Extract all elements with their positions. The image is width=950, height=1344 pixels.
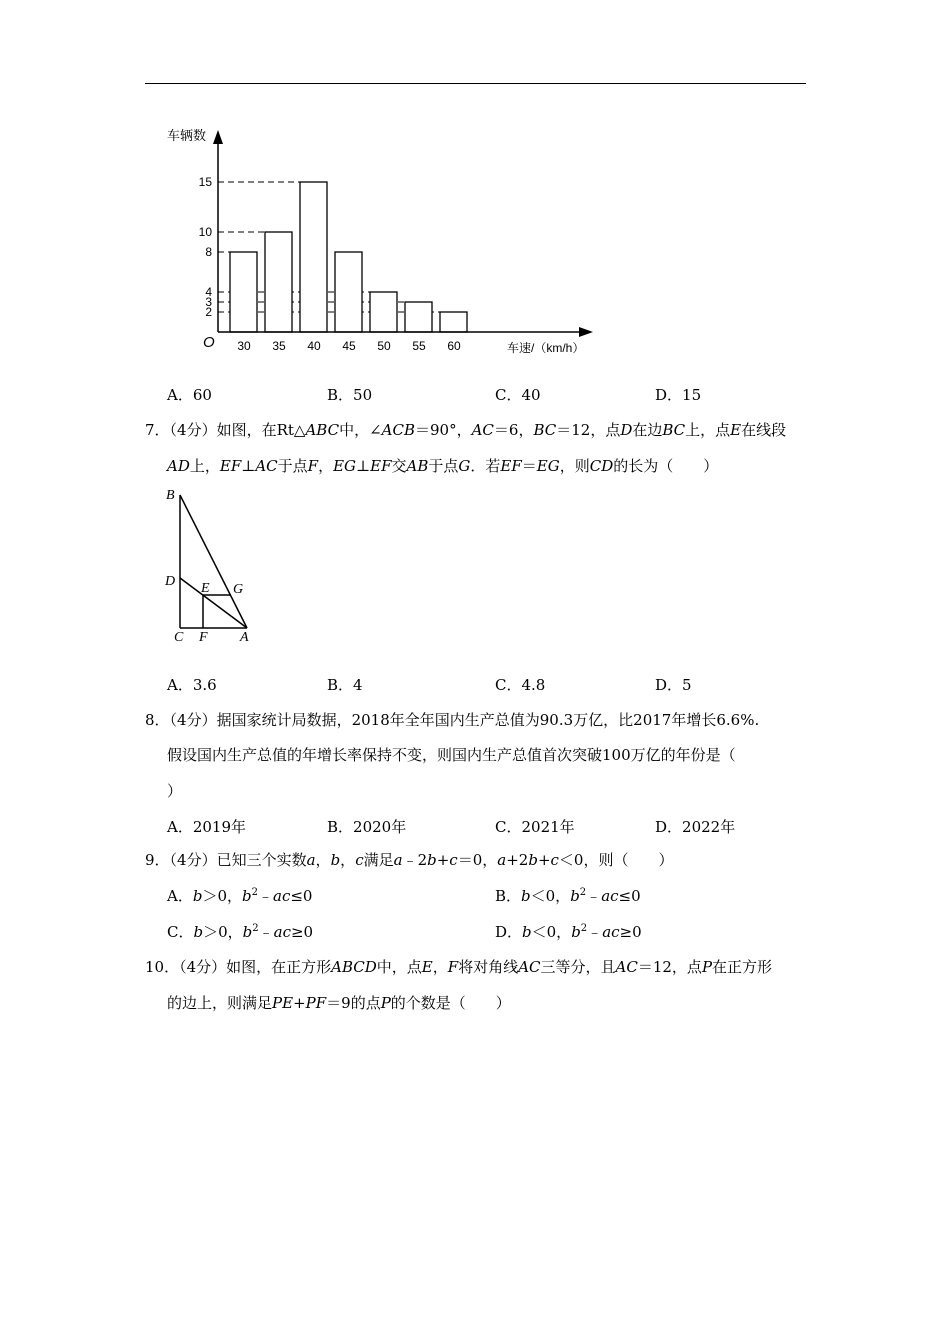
q9-stem: 9．（4分）已知三个实数a，b，c满足a﹣2b+c＝0，a+2b+c＜0，则（ ） xyxy=(145,851,674,869)
histogram-bar-55 xyxy=(405,302,432,332)
q7-line-1: 7．（4分）如图，在Rt△ABC中，∠ACB＝90°，AC＝6，BC＝12，点D在边BC上，点E在线段 xyxy=(145,421,787,439)
q8-option-d: D．2022年 xyxy=(655,818,736,836)
x-tick-45: 45 xyxy=(342,339,356,353)
x-tick-60: 60 xyxy=(447,339,461,353)
x-tick-30: 30 xyxy=(237,339,251,353)
q8-option-b: B．2020年 xyxy=(327,818,407,836)
q6-option-a: A．60 xyxy=(167,386,212,404)
x-tick-55: 55 xyxy=(412,339,426,353)
histogram-bar-60 xyxy=(440,312,467,332)
q10-line-1: 10．（4分）如图，在正方形ABCD中，点E，F将对角线AC三等分，且AC＝12，点P在正方形 xyxy=(145,958,773,976)
label-a: A xyxy=(240,630,249,645)
q6-option-d: D．15 xyxy=(655,386,702,404)
y-axis-label: 车辆数 xyxy=(167,128,207,143)
y-tick-15: 15 xyxy=(198,175,212,189)
x-tick-40: 40 xyxy=(307,339,321,353)
q7-triangle-figure xyxy=(160,485,270,650)
q8-option-a: A．2019年 xyxy=(167,818,247,836)
x-axis-arrow xyxy=(579,327,593,337)
q8-line-1: 8．（4分）据国家统计局数据，2018年全年国内生产总值为90.3万亿，比2017年增长6.6%. xyxy=(145,711,760,729)
x-tick-50: 50 xyxy=(377,339,391,353)
header-rule xyxy=(145,83,806,84)
q9-option-b: B．b＜0，$b^2﹣ac\le 0$ xyxy=(495,887,641,905)
q8-line-3: ） xyxy=(167,782,183,800)
q7-option-b: B．4 xyxy=(327,676,363,694)
x-axis-label: 车速/（km/h） xyxy=(507,341,585,355)
origin-label: O xyxy=(203,334,215,351)
histogram-bar-30 xyxy=(230,252,257,332)
label-g: G xyxy=(233,582,244,597)
label-b: B xyxy=(166,488,175,503)
q7-option-c: C．4.8 xyxy=(495,676,546,694)
q6-option-c: C．40 xyxy=(495,386,541,404)
q7-option-d: D．5 xyxy=(655,676,692,694)
y-tick-8: 8 xyxy=(205,245,212,259)
q9-option-a: A．b＞0，$b^2﹣ac\le 0$ xyxy=(167,887,313,905)
x-tick-35: 35 xyxy=(272,339,286,353)
y-tick-4: 4 xyxy=(205,285,212,299)
y-axis-arrow xyxy=(213,130,223,144)
q8-option-c: C．2021年 xyxy=(495,818,575,836)
y-tick-10: 10 xyxy=(198,225,212,239)
label-e: E xyxy=(201,581,210,596)
segment-ab xyxy=(180,495,247,628)
y-tick-3: 3 xyxy=(205,295,212,309)
q7-option-a: A．3.6 xyxy=(167,676,217,694)
q9-option-c: C．b＞0，$b^2﹣ac\ge 0$ xyxy=(167,923,314,941)
q9-option-d: D．b＜0，$b^2﹣ac\ge 0$ xyxy=(495,923,642,941)
speed-histogram xyxy=(150,122,620,372)
q8-line-2: 假设国内生产总值的年增长率保持不变，则国内生产总值首次突破100万亿的年份是（ xyxy=(167,746,736,764)
histogram-bar-45 xyxy=(335,252,362,332)
q10-line-2: 的边上，则满足PE+PF＝9的点P的个数是（ ） xyxy=(167,994,511,1012)
label-d: D xyxy=(165,574,176,589)
histogram-bar-35 xyxy=(265,232,292,332)
histogram-bar-50 xyxy=(370,292,397,332)
label-c: C xyxy=(174,630,184,645)
histogram-bar-40 xyxy=(300,182,327,332)
q7-line-2: AD上，EF⊥AC于点F，EG⊥EF交AB于点G．若EF＝EG，则CD的长为（ ） xyxy=(167,457,719,475)
q6-option-b: B．50 xyxy=(327,386,373,404)
label-f: F xyxy=(199,630,208,645)
y-tick-2: 2 xyxy=(205,305,212,319)
